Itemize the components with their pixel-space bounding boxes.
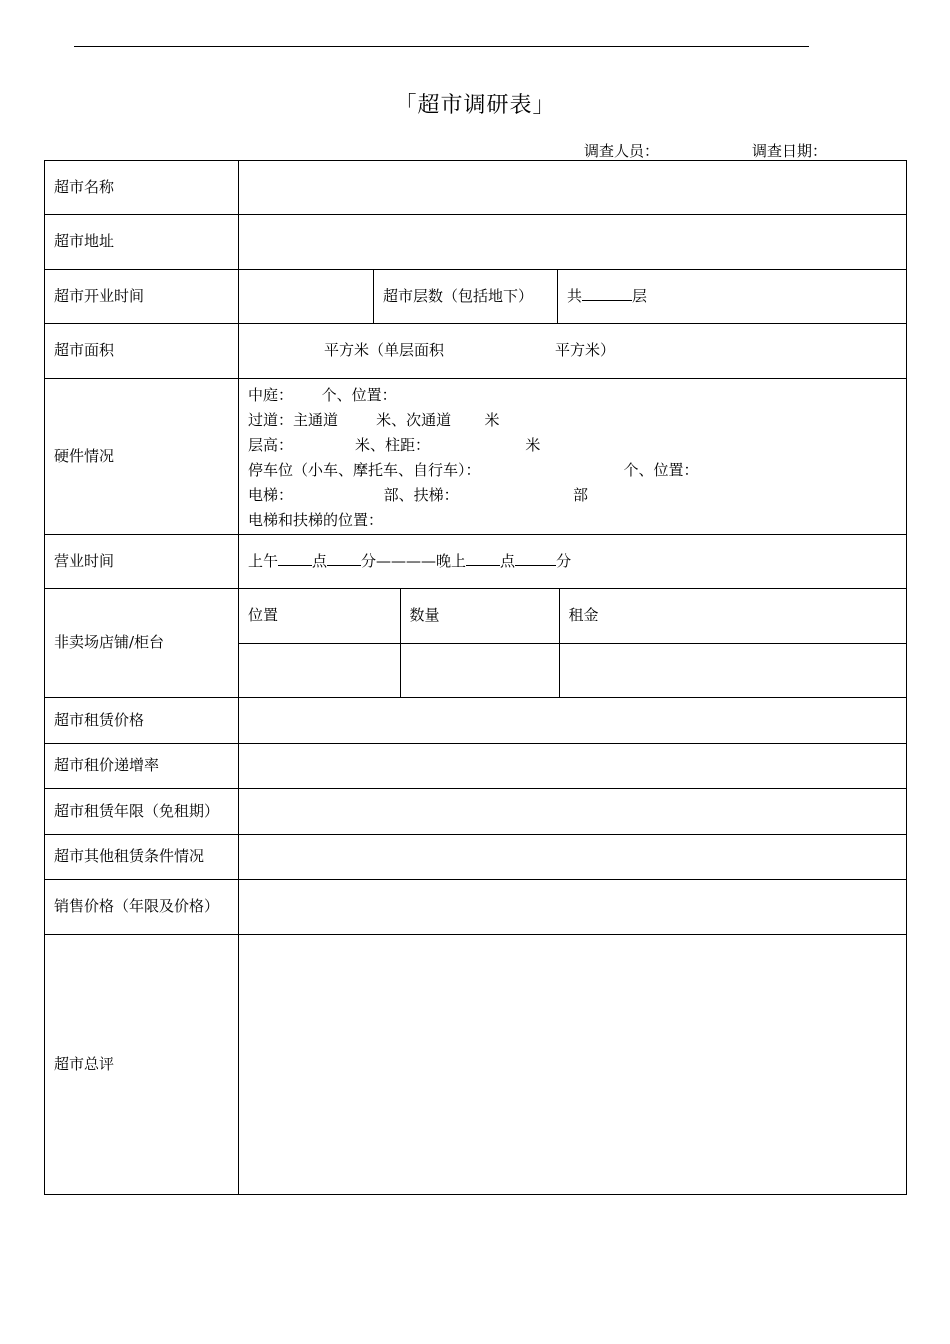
hardware-line-atrium: 中庭： 个、位置： xyxy=(248,386,397,404)
row-other-terms xyxy=(45,835,907,880)
field-overall[interactable] xyxy=(239,935,907,1195)
field-other-terms[interactable] xyxy=(239,835,907,880)
hardware-line-height: 层高： 米、柱距： 米 xyxy=(248,436,541,454)
field-opening-time[interactable] xyxy=(239,270,374,324)
survey-date-label: 调查日期： xyxy=(752,142,828,160)
label-rent-increase: 超市租价递增率 xyxy=(45,744,239,789)
field-hardware[interactable] xyxy=(239,379,907,535)
row-opening xyxy=(45,270,907,324)
label-hardware: 硬件情况 xyxy=(45,379,239,535)
label-lease-term: 超市租赁年限（免租期） xyxy=(45,789,239,835)
row-name xyxy=(45,161,907,215)
label-address: 超市地址 xyxy=(45,215,239,270)
label-lease-price: 超市租赁价格 xyxy=(45,698,239,744)
area-text-1: 平方米（单层面积 xyxy=(324,341,445,360)
row-hardware xyxy=(45,379,907,535)
hours-pm: 分————晚上 xyxy=(361,551,467,570)
hours-pm-hour-blank[interactable] xyxy=(466,551,500,566)
hours-hour-unit-2: 点 xyxy=(500,551,516,570)
row-overall xyxy=(45,935,907,1195)
row-shops xyxy=(45,589,907,698)
label-area: 超市面积 xyxy=(45,324,239,379)
hours-hour-unit-1: 点 xyxy=(312,551,328,570)
label-sale-price: 销售价格（年限及价格） xyxy=(45,880,239,935)
row-hours xyxy=(45,535,907,589)
field-name[interactable] xyxy=(239,161,907,215)
surveyor-label: 调查人员： xyxy=(584,142,660,160)
field-lease-price[interactable] xyxy=(239,698,907,744)
row-address xyxy=(45,215,907,270)
shops-header-location: 位置 xyxy=(239,589,400,643)
row-lease-price xyxy=(45,698,907,744)
page-title: 「超市调研表」 xyxy=(394,93,556,118)
hardware-line-elevator-location: 电梯和扶梯的位置： xyxy=(248,511,384,529)
hours-minute-unit: 分 xyxy=(556,551,572,570)
shops-location-field[interactable] xyxy=(239,643,400,697)
field-hours[interactable] xyxy=(239,535,907,589)
row-lease-term xyxy=(45,789,907,835)
field-floors[interactable] xyxy=(558,270,907,324)
hardware-line-parking: 停车位（小车、摩托车、自行车）： 个、位置： xyxy=(248,461,699,479)
hardware-line-aisles: 过道：主通道 米、次通道 米 xyxy=(248,411,500,429)
area-text-2: 平方米） xyxy=(555,341,616,360)
shops-header-count: 数量 xyxy=(400,589,559,643)
hours-am-hour-blank[interactable] xyxy=(278,551,312,566)
label-overall: 超市总评 xyxy=(45,935,239,1195)
hardware-line-elevators: 电梯： 部、扶梯： 部 xyxy=(248,486,589,504)
label-shops: 非卖场店铺/柜台 xyxy=(45,589,239,698)
row-area xyxy=(45,324,907,379)
floors-suffix: 层 xyxy=(632,286,648,305)
shops-count-field[interactable] xyxy=(400,643,559,697)
field-area[interactable] xyxy=(239,324,907,379)
hours-pm-minute-blank[interactable] xyxy=(515,551,556,566)
field-rent-increase[interactable] xyxy=(239,744,907,789)
floors-prefix: 共 xyxy=(567,286,583,305)
field-lease-term[interactable] xyxy=(239,789,907,835)
shops-rent-field[interactable] xyxy=(559,643,907,697)
hours-am: 上午 xyxy=(248,551,279,570)
survey-form-table xyxy=(44,160,907,1195)
label-name: 超市名称 xyxy=(45,161,239,215)
field-sale-price[interactable] xyxy=(239,880,907,935)
field-address[interactable] xyxy=(239,215,907,270)
label-hours: 营业时间 xyxy=(45,535,239,589)
shops-subtable-cell xyxy=(239,589,907,698)
label-other-terms: 超市其他租赁条件情况 xyxy=(45,835,239,880)
hours-am-minute-blank[interactable] xyxy=(327,551,361,566)
row-sale-price xyxy=(45,880,907,935)
row-rent-increase xyxy=(45,744,907,789)
shops-subtable xyxy=(239,589,907,697)
top-rule xyxy=(74,46,809,47)
label-floors: 超市层数（包括地下） xyxy=(374,270,558,324)
label-opening-time: 超市开业时间 xyxy=(45,270,239,324)
floors-blank[interactable] xyxy=(582,286,632,301)
shops-header-rent: 租金 xyxy=(559,589,907,643)
